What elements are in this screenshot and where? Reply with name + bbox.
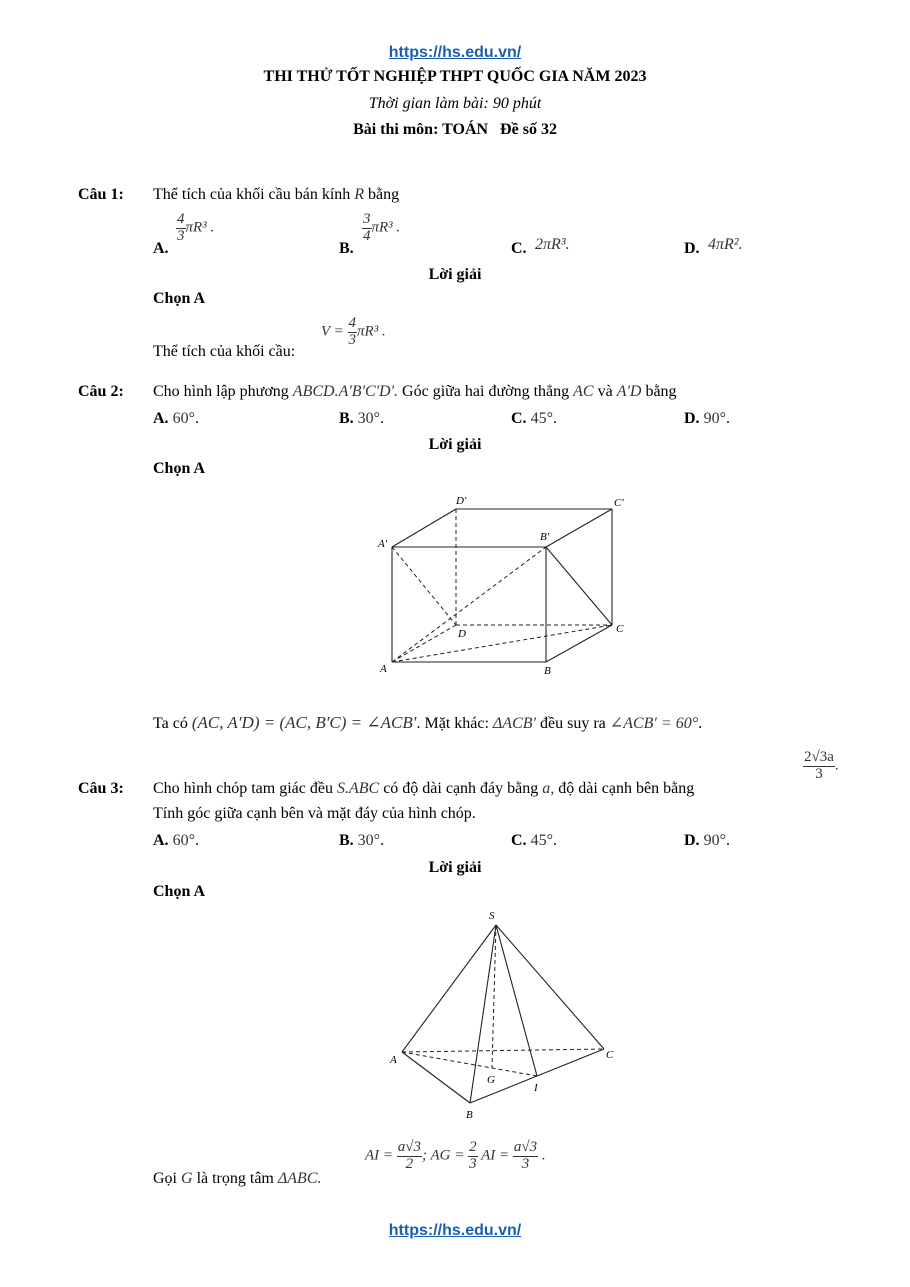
median-AI <box>402 1052 537 1076</box>
header-link[interactable]: https://hs.edu.vn/ <box>388 44 522 61</box>
label-S: S <box>489 910 495 922</box>
q2-explain-line: Ta có (AC, A′D) = (AC, B′C) = ∠ACB′. Mặt khác: ΔACB′ đều suy ra ∠ACB′ = 60°. <box>153 713 703 732</box>
edge-AD <box>392 625 456 662</box>
q1-formula: V = $\frac{4}{3}$ πR³ . <box>321 315 386 348</box>
label-B: B <box>544 665 551 677</box>
footer-link-wrap <box>0 1222 910 1240</box>
footer-link[interactable]: https://hs.edu.vn/ <box>388 1222 522 1239</box>
q1-text <box>153 186 399 204</box>
q1-opt-c-value: 2πR³. <box>535 236 570 253</box>
q3-opt-a: A. 60°. <box>153 832 199 849</box>
q1-label: Câu 1: <box>78 186 124 203</box>
q1-stem-end: bằng <box>368 186 400 203</box>
q2-text: Cho hình lập phương ABCD.A'B'C'D'. Góc giữa hai đường thẳng AC và A'D bằng <box>153 383 677 400</box>
q1-opt-a-label: A. <box>153 240 169 257</box>
exam-subject: Bài thi môn: TOÁN Đề số 32 <box>353 121 557 138</box>
diag-AB1 <box>392 547 546 662</box>
diag-A1D <box>392 547 456 625</box>
label-B: B <box>466 1109 473 1121</box>
q1-var: R <box>354 186 365 203</box>
edge-B1C <box>546 547 612 625</box>
q3-choice: Chọn A <box>153 883 206 900</box>
exam-time: Thời gian làm bài: 90 phút <box>368 95 542 112</box>
q2-opt-b: B. 30°. <box>339 410 385 427</box>
q1-solution-heading: Lời giải <box>428 266 482 283</box>
cube-figure <box>370 492 640 682</box>
q3-label: Câu 3: <box>78 780 124 797</box>
q1-stem: Thể tích của khối cầu bán kính <box>153 186 351 203</box>
q1-opt-b-label: B. <box>339 240 354 257</box>
edge-A1D1 <box>392 509 456 547</box>
q3-edge-length: $\frac{2√3a}{3}$ . <box>804 749 839 782</box>
q3-line2: Tính góc giữa cạnh bên và mặt đáy của hình chóp. <box>153 805 476 822</box>
pyramid-figure <box>385 905 625 1125</box>
exam-title: THI THỬ TỐT NGHIỆP THPT QUỐC GIA NĂM 2023 <box>263 68 647 85</box>
q3-formula: AI = $\frac{a√3}{2}$ ; AG = $\frac{2}{3}$ AI = $\frac{a√3}{3}$ . <box>365 1139 546 1172</box>
q3-explain-line: Gọi G là trọng tâm ΔABC. <box>153 1170 322 1187</box>
q1-opt-d-label: D. <box>684 240 700 257</box>
q3-opt-b: B. 30°. <box>339 832 385 849</box>
q1-opt-c-label: C. <box>511 240 527 257</box>
edge-AB <box>402 1052 470 1103</box>
q3-text: Cho hình chóp tam giác đều S.ABC có độ dài cạnh đáy bằng a, độ dài cạnh bên bằng <box>153 780 695 797</box>
edge-AC <box>402 1049 604 1052</box>
q3-opt-d: D. 90°. <box>684 832 730 849</box>
label-C1: C′ <box>614 497 624 509</box>
q2-solution-heading: Lời giải <box>428 436 482 453</box>
label-C: C <box>606 1049 614 1061</box>
label-A: A <box>380 663 387 675</box>
label-A: A <box>390 1054 397 1066</box>
q3-solution-heading: Lời giải <box>428 859 482 876</box>
edge-B1C1 <box>546 509 612 547</box>
q2-choice: Chọn A <box>153 460 206 477</box>
line-SI <box>496 925 537 1076</box>
label-A1: A′ <box>378 538 388 550</box>
q1-opt-d-value: 4πR². <box>708 236 743 253</box>
label-G: G <box>487 1074 495 1086</box>
q1-choice: Chọn A <box>153 290 206 307</box>
q2-label: Câu 2: <box>78 383 124 400</box>
q2-opt-d: D. 90°. <box>684 410 730 427</box>
q2-opt-c: C. 45°. <box>511 410 557 427</box>
label-B1: B′ <box>540 531 550 543</box>
label-D1: D′ <box>456 495 467 507</box>
q2-opt-a: A. 60°. <box>153 410 199 427</box>
label-I: I <box>534 1082 538 1094</box>
q1-opt-a-value: $\frac{4}{3}$ πR³ . <box>177 211 215 244</box>
q3-opt-c: C. 45°. <box>511 832 557 849</box>
label-C: C <box>616 623 624 635</box>
header-link-wrap <box>0 44 910 62</box>
edge-SA <box>402 925 496 1052</box>
label-D: D <box>458 628 466 640</box>
q1-opt-b-value: $\frac{3}{4}$ πR³ . <box>363 211 401 244</box>
q1-explain: Thể tích của khối cầu: <box>153 343 296 360</box>
edge-SC <box>496 925 604 1049</box>
